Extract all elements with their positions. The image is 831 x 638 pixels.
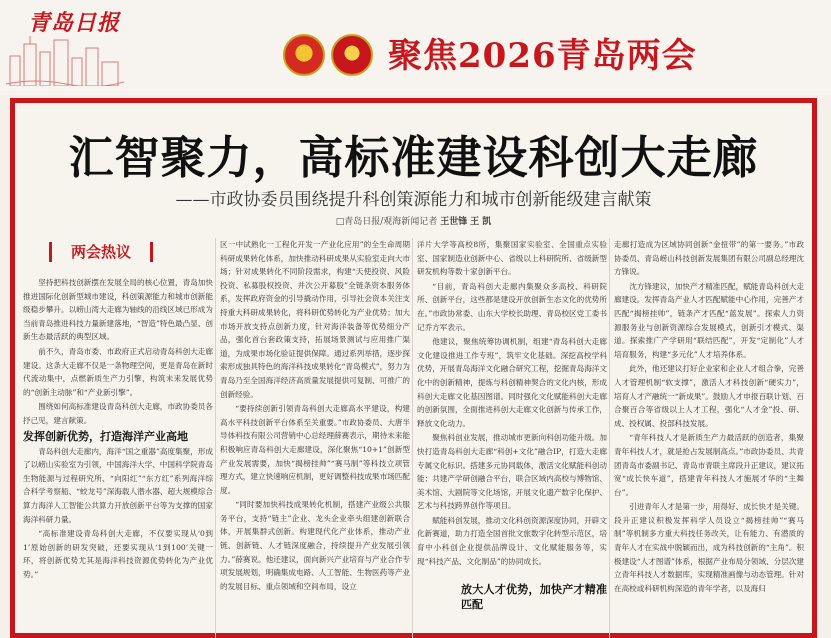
article-headline: 汇智聚力，高标准建设科创大走廊 bbox=[68, 131, 759, 184]
paragraph: 围绕如何高标准建设青岛科创大走廊，市政协委员各抒己见，建言献策。 bbox=[23, 402, 213, 425]
article-column-3 bbox=[417, 238, 607, 638]
section-heading: 放大人才优势，加快产才精准匹配 bbox=[461, 583, 607, 612]
paragraph: 此外，他还建议打好企业家和企业人才组合拳，完善人才管理机制“软支撑”，激活人才科技创新“硬实力”，培育人才产融统一“新成果”。鼓励人才申报百联计划、百合聚百合等省级以上人才工程，强化“人才金”投、研、成、投权属、投部科技发展。 bbox=[614, 364, 804, 428]
city-skyline-icon bbox=[6, 34, 124, 86]
paragraph: 沈方锋建议，加快产才精准匹配，赋能青岛科创大走廊建设。发挥青岛产业人才匹配赋能中心作用，完善产才匹配“揭榜挂帅”，链条产才匹配“蓝发展”。探索人力资源服务业与创新资源综合发展模式，创新引才模式、渠道。探索推广产学研用“联结匹配”，开发“定制化”人才培育服务，构建“多元化”人才培养体系。 bbox=[614, 281, 804, 359]
article-column-1 bbox=[23, 238, 213, 638]
reporter-name: 王世锋 bbox=[440, 217, 468, 227]
column-divider bbox=[412, 238, 413, 638]
paper-name-logo: 青岛日报 bbox=[28, 10, 121, 36]
paragraph: 区一中试熟化一工程化开发一产业化应用”的全生命周期科研成果转化体系，加快推动科研成果从实验室走向大市场；针对成果转化不同阶段需求，构建“天使投资、风险投资、私募股权投资、并次公开募股”全链条资本服务体系，发挥政府资金的引导撬动作用，引导社会资本关注支持重大科研成果转化，将科研优势转化为产业优势；加大市场开放支持点创新力度，针对海洋装备等优势细分产品，强化首台套政策支持，拓展场景测试与应用推广渠道，为成果市场化验证提供保障。通过系列举措，逐步探索形成独具特色的海洋科技成果转化“青岛模式”，努力为青岛乃至全国海洋经济高质量发展提供可复制、可推广的创新经验。 bbox=[220, 240, 410, 399]
section-heading: 发挥创新优势，打造海洋产业高地 bbox=[23, 429, 188, 443]
article-frame bbox=[10, 98, 817, 638]
paragraph: 走廊打造成为区域协同创新“金扭带”的第一要务。”市政协委员、青岛崂山科技创新发展集团有限公司副总经理沈方锋说。 bbox=[614, 240, 804, 277]
paragraph: 他建议，聚焦统筹协调机制，组建“青岛科创大走廊文化建设推进工作专班”，筑牢文化基础。深挖高校学科优势，开展青岛海洋文化融合研究工程，挖掘青岛海洋文化中的创新精神，提炼与科创精神契合的文化内核，形成科创大走廊文化基因图谱。同时强化文化赋能科创大走廊的创新氛围，全面推进科创大走廊文化创新与传承工作，释放文化动力。 bbox=[417, 337, 607, 428]
byline-prefix: □青岛日报/观海新闻记者 bbox=[335, 217, 438, 227]
article-column-4 bbox=[614, 238, 804, 638]
national-emblem-icon bbox=[283, 34, 325, 76]
paragraph: “要持续创新引领青岛科创大走廊高水平建设，构建高水平科技创新平台体系至关重要。”市政协委员、大唐半导体科技有限公司营销中心总经理薛赛表示，期待未来能积极响应青岛科创大走廊建设，深化聚焦“10+1”创新型产业发展需要，加快“揭榜挂帅”“赛马制”等科技立项管理方式，建立快速响应机制，更好调整科技成果市场匹配度。 bbox=[220, 404, 410, 495]
masthead bbox=[0, 0, 831, 95]
column-tag: 两会热议 bbox=[49, 242, 153, 262]
paragraph: 前不久，青岛市委、市政府正式启动青岛科创大走廊建设。这条大走廊不仅是一条物理空间，更是青岛在新时代流动集中，点燃新质生产力引擎，构筑未来发展优势的“创新主动脉”和“产业新引擎”。 bbox=[23, 346, 213, 397]
article-subheadline: ——市政协委员围绕提升科创策源能力和城市创新能级建言献策 bbox=[175, 190, 652, 210]
paragraph: “高标准建设青岛科创大走廊，不仅要实现从‘0到1’原始创新的研发突破，还要实现从‘1到100’关键一环，将创新优势尤其是海洋科技资源优势转化为产业优势。” bbox=[23, 529, 213, 579]
section-banner-title: 聚焦2026青岛两会 bbox=[388, 36, 697, 76]
cppcc-emblem-icon bbox=[331, 34, 373, 76]
column-divider bbox=[609, 238, 610, 638]
paragraph: 聚焦科创业发展，推动城市更新向科创功能升级。加快打造青岛科创大走廊“科创+文化”融合IP，打造大走廊专属文化标识。搭建多元协同载体，激活文化赋能科创动能；共建产学研创融合平台，联合区域内高校与博物馆、美术馆、大剧院等文化场馆，开展文化遗产数字化保护、艺术与科技跨界创作等项目。 bbox=[417, 433, 607, 511]
paragraph: 洋片大学等高校8所，集聚国家实验室、全国重点实验室、国家制造业创新中心、省级以上科研院所、省级新型研发机构等数十家创新平台。 bbox=[417, 240, 607, 277]
paragraph: “目前，青岛科创大走廊内集聚众多高校、科研院所、创新平台，这些都是建设开放创新生态文化的优势所在。”市政协常委、山东大学校长助理、青岛校区党工委书记乔方军表示。 bbox=[417, 281, 607, 332]
article-byline bbox=[15, 214, 812, 227]
reporter-name: 王 凯 bbox=[470, 217, 492, 227]
paragraph: 青岛科创大走廊内，海洋“国之重器”高度集聚，形成了以崂山实验室为引领，中国海洋大学、中国科学院青岛生物能源与过程研究所、“向阳红”“东方红”系列海洋综合科学考察船、“蛟龙号”深海载人潜水器、超大规模综合算力海洋人工智能公共算力开放创新平台等为支撑的国家海洋科研力量。 bbox=[23, 446, 213, 524]
article-column-2 bbox=[220, 238, 410, 638]
paragraph: “同时要加快科技成果转化机制，搭建产业级公共服务平台，支持“链主”企业、龙头企业牵头组建创新联合体，开展集群式创新。构建现代化产业体系，推动产业链、创新链、人才链深度融合，持续提升产业发展引领力。”薛赛说。他还建议，面向新兴产业培育与产业合作专项发展规划，明确集成电路、人工智能、生物医药等产业的发展目标、重点领域和空间布局，设立 bbox=[220, 500, 410, 591]
paragraph: “青年科技人才是新质生产力最活跃的创造者，集聚青年科技人才，就是抢占发展制高点。”市政协委员、共青团青岛市委副书记、青岛市青联主席段升正建议，建议拓宽“成长快车道”，搭建青年科技人才施展才华的“主舞台”。 bbox=[614, 433, 804, 497]
paragraph: 坚持把科技创新摆在发展全局的核心位置，青岛加快推进国际化创新型城市建设，科创策源能力和城市创新能级稳步攀升。以崂山湾大走廊为轴线的沿线区域已形成为当前青岛推进科技力量新建落地，“智造”特色最凸显、创新生态最活跃的典型区域。 bbox=[23, 278, 213, 342]
paragraph: 引进青年人才是第一步，用得好、成长快才是关键。段升正建议积极发挥科学人员设立“揭榜挂帅”“赛马制”等机制多方重大科技任务改关，让有能力、有潜质的青年人才在实战中脱颖而出，成为科技创新的“主角”。积极建设“人才图谱”体系，根据产业布局分领域、分层次建立青年科技人才数据库，实现精准画像与动态管理。针对在高校或科研机构深造的青年学者，以及海归 bbox=[614, 502, 804, 593]
column-divider bbox=[215, 238, 216, 638]
paragraph: 赋能科创发展，推动文化科创资源深度协同，开辟文化新赛道，助力打造全国首批文旅数字化转型示范区，培育中小科创企业提供品牌设计、文化赋能服务等，实现“科技产品、文化制品”的协同成长。 bbox=[417, 515, 607, 566]
